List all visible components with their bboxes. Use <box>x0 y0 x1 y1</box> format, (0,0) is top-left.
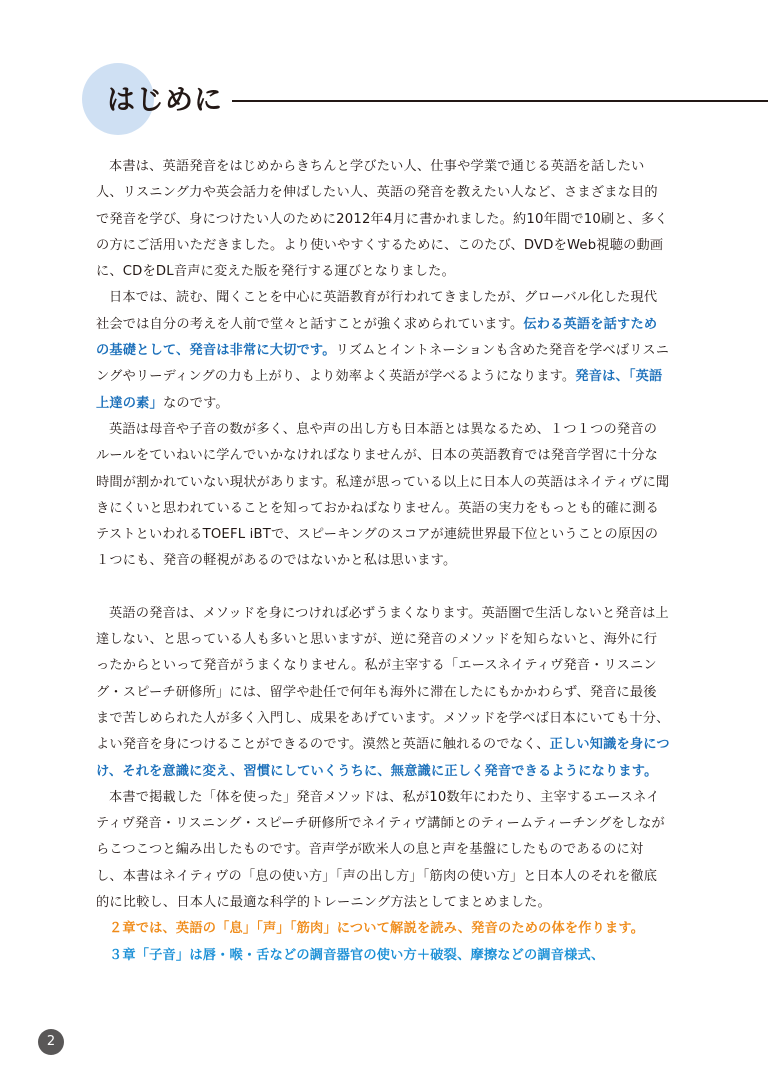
p2-highlight-foundation: 伝わる英語を話すための基礎として、発音は非常に大切です。 <box>96 316 658 359</box>
p4-text-a: 英語の発音は、メソッドを身につければ必ずうまくなります。英語圏で生活しないと発音は上達しない、と思っている人も多いと思いますが、逆に発音のメソッドを知らないと、海外に行ったからといって発音がうまくなりません。私が主宰する「エースネイティヴ発音・リスニング・スピーチ研修所」には、留学や赴任で何年も海外に滞在したにもかかわらず、発音に最後まで苦しめられた人が多く入門し、成果をあげています。メソッドを学べば日本にいても十分、よい発音を身につけることができるのです。漠然と英語に触れるのでなく、 <box>96 605 670 753</box>
chapter2-note: ２章では、英語の「息」「声」「筋肉」について解説を読み、発音のための体を作ります。 <box>109 921 645 937</box>
p2-text-c: リズムとイントネーションも含めた発音を学べばリスニングやリーディングの力も上がり、より効率よく英語が学べるようになります。 <box>96 343 670 385</box>
p2-text-e: なのです。 <box>162 395 229 411</box>
p2-highlight-essence: 発音は、「英語上達の素」 <box>96 369 663 411</box>
page-number-badge: 2 <box>38 1029 64 1055</box>
paragraph-phonemes: 英語は母音や子音の数が多く、息や声の出し方も日本語とは異なるため、１つ１つの発音のルールをていねいに学んでいかなければなりませんが、日本の英語教育では発音学習に十分な時間が割かれていない現状があります。私達が思っている以上に日本人の英語はネイティヴに聞きにくいと思われていることを知っておかねばなりません。英語の実力をもっとも的確に測るテストといわれるTOEFL iBTで、スピーキングのスコアが連続世界最下位ということの原因の１つにも、発音の軽視があるのではないかと私は思います。 <box>96 421 670 569</box>
paragraph-japan-education <box>96 285 670 416</box>
p4-highlight-habit: 正しい知識を身につけ、それを意識に変え、習慣にしていくうちに、無意識に正しく発音できるようになります。 <box>96 737 670 779</box>
main-text <box>96 154 670 969</box>
p2-text-a: 日本では、読む、聞くことを中心に英語教育が行われてきましたが、グローバル化した現代社会では自分の考えを人前で堂々と話すことが強く求められています。 <box>96 290 658 332</box>
heading-rule <box>232 100 768 102</box>
paragraph-intro: 本書は、英語発音をはじめからきちんと学びたい人、仕事や学業で通じる英語を話したい人、リスニング力や英会話力を伸ばしたい人、英語の発音を教えたい人など、さまざまな目的で発音を学び、身につけたい人のために2012年4月に書かれました。約10年間で10刷と、多くの方にご活用いただきました。より使いやすくするために、このたび、DVDをWeb視聴の動画に、CDをDL音声に変えた版を発行する運びとなりました。 <box>96 159 668 280</box>
paragraph-book-method: 本書で掲載した「体を使った」発音メソッドは、私が10数年にわたり、主宰するエースネイティヴ発音・リスニング・スピーチ研修所でネイティヴ講師とのティームティーチングをしながらこつこつと編み出したものです。音声学が欧米人の息と声を基盤にしたものであるのに対し、本書はネイティヴの「息の使い方」「声の出し方」「筋肉の使い方」と日本人のそれを徹底的に比較し、日本人に最適な科学的トレーニング方法としてまとめました。 <box>96 789 665 911</box>
page-title: はじめに <box>107 83 224 116</box>
paragraph-method <box>96 601 670 785</box>
chapter3-note: ３章「子音」は唇・喉・舌などの調音器官の使い方＋破裂、摩擦などの調音様式、 <box>109 947 605 963</box>
